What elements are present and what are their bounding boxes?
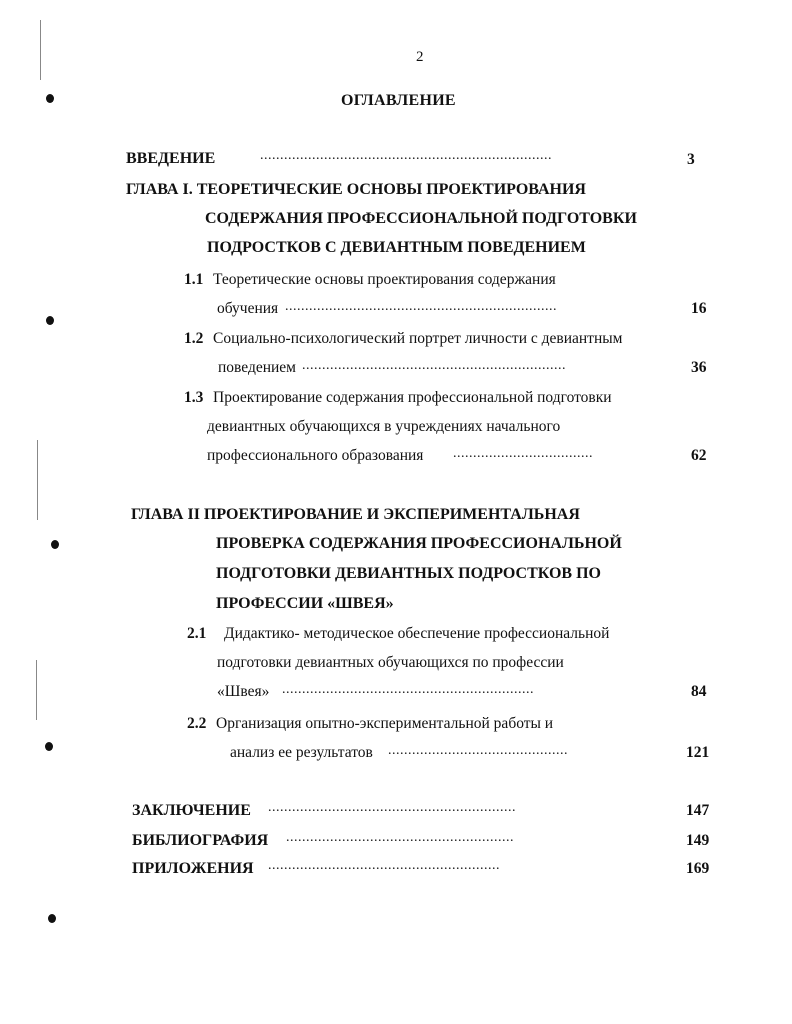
chapter-heading: СОДЕРЖАНИЯ ПРОФЕССИОНАЛЬНОЙ ПОДГОТОВКИ xyxy=(205,210,637,227)
toc-label: БИБЛИОГРАФИЯ xyxy=(132,832,269,849)
section-title: анализ ее результатов xyxy=(230,744,373,761)
section-title: Организация опытно-экспериментальной работы и xyxy=(216,715,554,732)
section-number: 1.1 xyxy=(184,271,204,288)
page-title: ОГЛАВЛЕНИЕ xyxy=(341,92,456,109)
section-number: 1.2 xyxy=(184,330,204,347)
section-title: «Швея» xyxy=(217,683,270,700)
section-number: 2.1 xyxy=(187,625,207,642)
scan-speck xyxy=(36,660,37,720)
toc-page: 3 xyxy=(687,151,695,168)
toc-leader: ............................................. xyxy=(388,743,568,758)
chapter-heading: ПРОФЕССИИ «ШВЕЯ» xyxy=(216,595,394,612)
toc-leader: ......................................................... xyxy=(286,830,514,845)
toc-label: ВВЕДЕНИЕ xyxy=(126,150,216,167)
section-title: Теоретические основы проектирования содержания xyxy=(213,271,556,288)
section-title: Дидактико- методическое обеспечение профессиональной xyxy=(224,625,610,642)
toc-page: 121 xyxy=(686,744,710,761)
toc-page: 149 xyxy=(686,832,710,849)
punch-hole xyxy=(46,316,54,325)
section-title: подготовки девиантных обучающихся по профессии xyxy=(217,654,564,671)
section-title: профессионального образования xyxy=(207,447,424,464)
scan-speck xyxy=(40,20,41,80)
punch-hole xyxy=(46,94,54,103)
chapter-heading: ПРОВЕРКА СОДЕРЖАНИЯ ПРОФЕССИОНАЛЬНОЙ xyxy=(216,535,622,552)
toc-leader: ............................................................... xyxy=(282,682,534,697)
section-title: Социально-психологический портрет личности с девиантным xyxy=(213,330,623,347)
toc-page: 84 xyxy=(691,683,707,700)
punch-hole xyxy=(45,742,53,751)
section-title: поведением xyxy=(218,359,296,376)
section-number: 2.2 xyxy=(187,715,207,732)
toc-page: 147 xyxy=(686,802,710,819)
toc-leader: ......................................................................... xyxy=(260,148,552,163)
toc-leader: .......................................................... xyxy=(268,858,500,873)
punch-hole xyxy=(48,914,56,923)
chapter-heading: ПОДРОСТКОВ С ДЕВИАНТНЫМ ПОВЕДЕНИЕМ xyxy=(207,239,586,256)
toc-page: 62 xyxy=(691,447,707,464)
chapter-heading: ПОДГОТОВКИ ДЕВИАНТНЫХ ПОДРОСТКОВ ПО xyxy=(216,565,601,582)
toc-page: 36 xyxy=(691,359,707,376)
toc-leader: ................................... xyxy=(453,446,593,461)
section-title: обучения xyxy=(217,300,279,317)
toc-leader: .............................................................. xyxy=(268,800,516,815)
toc-label: ЗАКЛЮЧЕНИЕ xyxy=(132,802,251,819)
toc-page: 16 xyxy=(691,300,707,317)
toc-leader: .................................................................. xyxy=(302,358,566,373)
toc-leader: .................................................................... xyxy=(285,299,557,314)
toc-page: 169 xyxy=(686,860,710,877)
punch-hole xyxy=(51,540,59,549)
page-number: 2 xyxy=(416,49,424,65)
section-title: девиантных обучающихся в учреждениях начального xyxy=(207,418,561,435)
section-number: 1.3 xyxy=(184,389,204,406)
scan-speck xyxy=(37,440,38,520)
section-title: Проектирование содержания профессиональной подготовки xyxy=(213,389,612,406)
chapter-heading: ГЛАВА I. ТЕОРЕТИЧЕСКИЕ ОСНОВЫ ПРОЕКТИРОВАНИЯ xyxy=(126,181,586,198)
chapter-heading: ГЛАВА II ПРОЕКТИРОВАНИЕ И ЭКСПЕРИМЕНТАЛЬНАЯ xyxy=(131,506,580,523)
toc-label: ПРИЛОЖЕНИЯ xyxy=(132,860,254,877)
